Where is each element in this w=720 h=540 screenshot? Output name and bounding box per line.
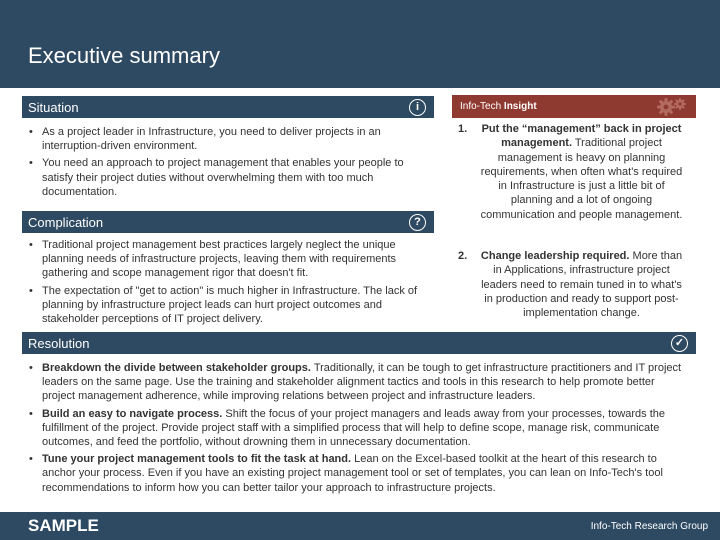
info-icon: i — [409, 99, 426, 116]
resolution-list — [28, 361, 690, 498]
resolution-title: Resolution — [28, 335, 90, 351]
list-item: • As a project leader in Infrastructure, you need to deliver projects in an interruption-driven environment. — [28, 125, 436, 153]
insight-item-2: 2. Change leadership required. More than in Applications, infrastructure project leaders need to remain tuned in to what's in production and ready to support post-implementation change. — [458, 250, 683, 320]
list-item: • Traditional project management best practices largely neglect the unique planning needs of infrastructure projects, leaving them with requirements gathering and scope management rigor that doesn't fit. — [28, 238, 432, 281]
situation-bar — [22, 96, 434, 118]
gears-icon — [654, 96, 690, 117]
complication-list — [28, 238, 432, 329]
resolution-bar — [22, 332, 696, 354]
list-item: • You need an approach to project management that enables your people to satisfy their project duties without overwhelming them with too much documentation. — [28, 156, 436, 199]
complication-bar — [22, 211, 434, 233]
footer-brand: Info-Tech Research Group — [590, 521, 708, 532]
insight-brand: Info-Tech Insight — [460, 101, 537, 112]
insight-item-1: 1. Put the “management” back in project management. Traditional project management is heavy on planning requirements, when often what's required in Infrastructure is just a little bit of planning and a lot of ongoing communication and people management. — [458, 123, 683, 221]
complication-title: Complication — [28, 214, 104, 230]
situation-list — [28, 125, 436, 202]
list-item: • Tune your project management tools to fit the task at hand. Lean on the Excel-based toolkit at the heart of this research to anchor your process. Even if you have an existing project management tool or set of templates, you can lean on Info-Tech's tool recommendations to inform how you can better tailor your approach to infrastructure projects. — [28, 452, 690, 495]
sample-label: SAMPLE — [28, 516, 99, 535]
list-item: • The expectation of "get to action" is much higher in Infrastructure. The lack of planning by infrastructure project leads can hurt project outcomes and stakeholder perceptions of IT project delivery. — [28, 284, 432, 327]
footer-bar — [0, 512, 720, 540]
question-icon: ? — [409, 214, 426, 231]
situation-title: Situation — [28, 99, 79, 115]
insight-bar — [452, 95, 696, 118]
list-item: • Breakdown the divide between stakeholder groups. Traditionally, it can be tough to get infrastructure practitioners and IT project leaders on the same page. Use the training and stakeholder alignment tactics and tools in this research to help promote better project management adherence, while improving relations between project and infrastructure leaders. — [28, 361, 690, 404]
page-title: Executive summary — [28, 43, 220, 68]
list-item: • Build an easy to navigate process. Shift the focus of your project managers and leads away from your processes, towards the fulfillment of the project. Provide project staff with a simplified process that will help to define scope, manage risk, communicate outcomes, and feed the portfolio, without drowning them in unnecessary documentation. — [28, 407, 690, 450]
header-bar — [0, 0, 720, 88]
check-circle-icon: ✓ — [671, 335, 688, 352]
